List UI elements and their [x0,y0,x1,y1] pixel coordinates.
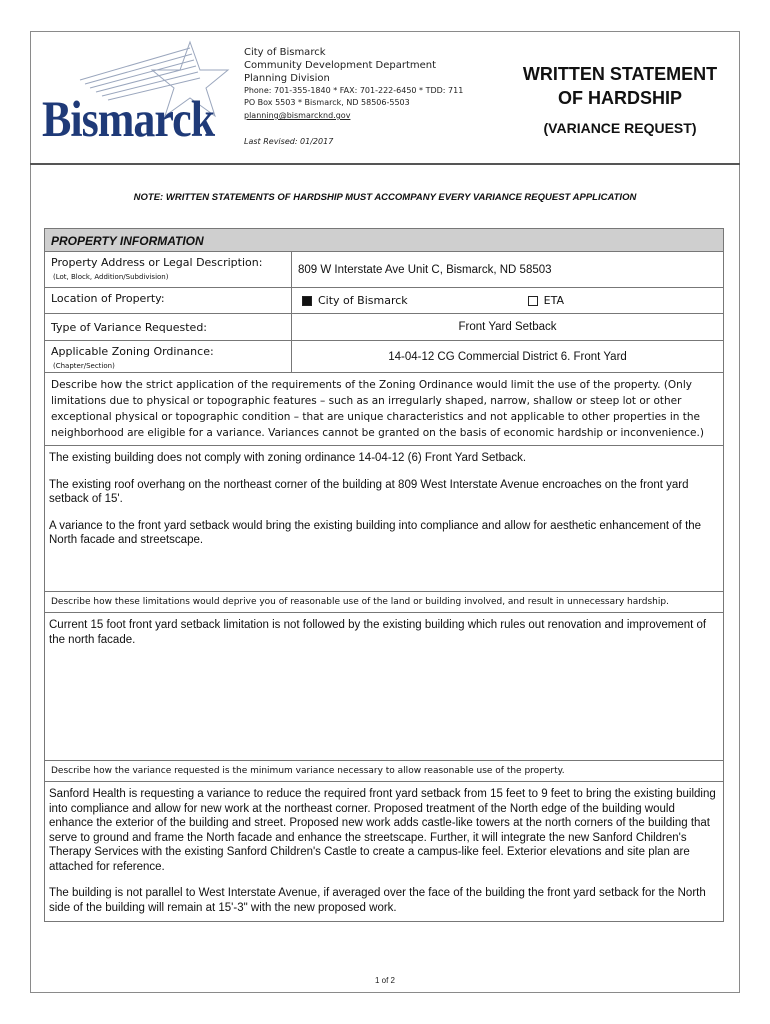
contact-address: PO Box 5503 * Bismarck, ND 58506-5503 [244,98,410,107]
city-checkbox[interactable] [302,296,312,306]
zoning-sublabel: (Chapter/Section) [53,362,115,370]
email-link[interactable]: planning@bismarcknd.gov [244,111,351,120]
org-name: City of Bismarck [244,47,326,58]
org-division: Planning Division [244,73,330,84]
city-option-label: City of Bismarck [318,294,408,307]
answer-3-paragraph: Sanford Health is requesting a variance to reduce the required front yard setback from 15 feet to 9 feet to bring the existing building into compliance and allow for new work at the northeast corner. Proposed treatment of the North edge of the building would enhance the exterior of the building and street. Proposed new work adds castle-like towers at the north corners of the building that serve to ground and frame the North facade and enhance the streetscape. Further, it will integrate the new Sanford Children's Therapy Services with the existing Sanford Children's Castle to create a campus-like feel. Exterior elevations and site plan are attached for reference. [49,788,716,873]
answer-3-field[interactable] [45,782,723,921]
answer-2-paragraph: Current 15 foot front yard setback limitation is not followed by the existing building which rules out renovation and improvement of the north facade. [49,619,707,646]
contact-phone: Phone: 701-355-1840 * FAX: 701-222-6450 * TDD: 711 [244,86,464,95]
answer-3-paragraph: The building is not parallel to West Interstate Avenue, if averaged over the face of the building the front yard setback for the North side of the building will remain at 15'-3" with the new proposed work. [49,887,706,914]
answer-2-field[interactable] [45,613,723,761]
question-1: Describe how the strict application of the requirements of the Zoning Ordinance would limit the use of the property. (Only limitations due to physical or topographic features – such as an irregularly shaped, narrow, shallow or steep lot or other exceptional physical or topographic condition – that are unique characteristics and not applicable to other properties in the neighborhood are eligible for a variance. Variances cannot be granted on the basis of economic hardship or inconvenience.) [45,373,723,446]
last-revised: Last Revised: 01/2017 [244,137,334,146]
city-option[interactable] [302,294,408,307]
eta-option[interactable] [528,294,564,307]
document-title [500,62,740,136]
zoning-label: Applicable Zoning Ordinance: [51,345,214,358]
address-label-cell [45,252,292,287]
variance-type-label: Type of Variance Requested: [45,314,292,340]
answer-1-paragraph: The existing roof overhang on the northeast corner of the building at 809 West Interstate Avenue encroaches on the front yard setback of 15'. [49,478,689,505]
zoning-field[interactable]: 14-04-12 CG Commercial District 6. Front Yard [388,350,627,363]
answer-1-paragraph: The existing building does not comply with zoning ordinance 14-04-12 (6) Front Yard Setback. [49,452,527,464]
page-number: 1 of 2 [374,976,395,985]
note-text: NOTE: WRITTEN STATEMENTS OF HARDSHIP MUST ACCOMPANY EVERY VARIANCE REQUEST APPLICATION [133,192,637,203]
title-line-2: OF HARDSHIP [557,88,682,108]
org-info [244,46,494,148]
eta-checkbox[interactable] [528,296,538,306]
variance-type-row [45,314,723,341]
org-department: Community Development Department [244,60,437,71]
question-3: Describe how the variance requested is the minimum variance necessary to allow reasonable use of the property. [45,761,723,782]
zoning-row [45,341,723,373]
location-row [45,288,723,314]
address-label: Property Address or Legal Description: [51,256,263,269]
answer-1-field[interactable] [45,446,723,592]
question-2: Describe how these limitations would deprive you of reasonable use of the land or building involved, and result in unnecessary hardship. [45,592,723,613]
variance-type-field[interactable]: Front Yard Setback [458,321,557,333]
title-line-1: WRITTEN STATEMENT [522,64,718,84]
variance-form [44,228,724,922]
location-label: Location of Property: [45,288,292,313]
address-sublabel: (Lot, Block, Addition/Subdivision) [53,273,169,281]
subtitle: (VARIANCE REQUEST) [543,120,697,136]
address-row [45,252,723,288]
location-options [292,288,723,313]
bismarck-logo [40,40,230,148]
answer-1-paragraph: A variance to the front yard setback would bring the existing building into compliance and allow for aesthetic enhancement of the North facade and streetscape. [49,519,702,546]
address-field[interactable]: 809 W Interstate Ave Unit C, Bismarck, ND 58503 [298,263,552,276]
header-divider [30,163,740,165]
logo-text: Bismarck [42,91,215,148]
section-title: PROPERTY INFORMATION [45,229,723,252]
zoning-label-cell [45,341,292,372]
eta-option-label: ETA [543,294,564,307]
